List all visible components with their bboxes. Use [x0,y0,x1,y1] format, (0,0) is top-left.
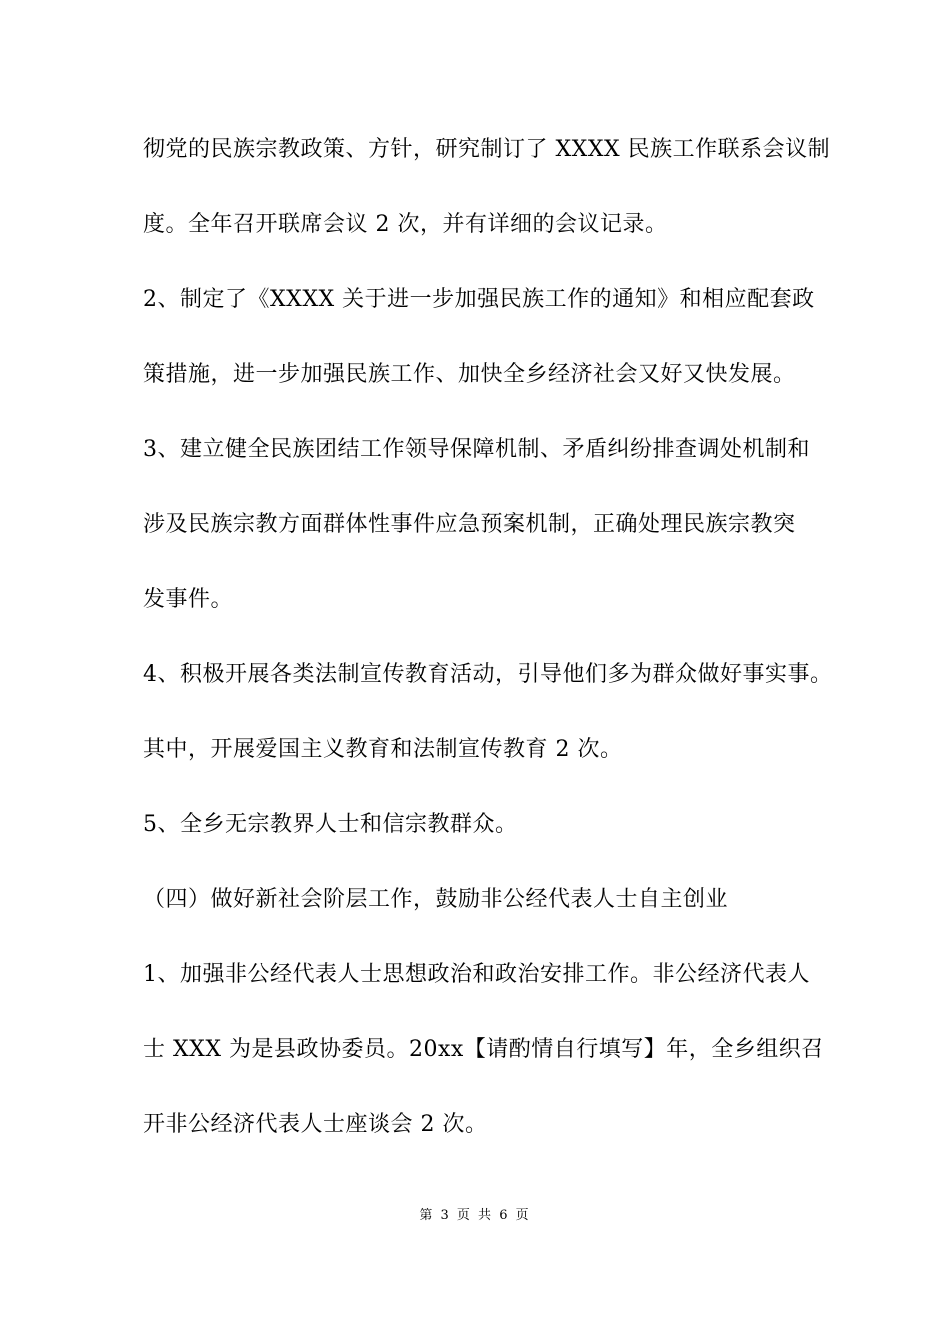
text-line: 2、制定了《XXXX 关于进一步加强民族工作的通知》和相应配套政 [143,287,815,312]
page-number-footer: 第 3 页 共 6 页 [419,1208,531,1223]
text-line: 1、加强非公经代表人士思想政治和政治安排工作。非公经济代表人 [143,962,810,987]
text-line: 彻党的民族宗教政策、方针，研究制订了 XXXX 民族工作联系会议制 [143,137,831,162]
text-line: 其中，开展爱国主义教育和法制宣传教育 2 次。 [143,737,623,762]
text-line: 度。全年召开联席会议 2 次，并有详细的会议记录。 [143,212,668,237]
text-line: 4、积极开展各类法制宣传教育活动，引导他们多为群众做好事实事。 [143,662,833,687]
text-line: 策措施，进一步加强民族工作、加快全乡经济社会又好又快发展。 [143,362,796,387]
text-line: 士 XXX 为是县政协委员。20xx【请酌情自行填写】年，全乡组织召 [143,1037,824,1062]
text-line: 发事件。 [143,587,234,612]
section-heading: （四）做好新社会阶层工作，鼓励非公经代表人士自主创业 [143,887,729,912]
text-line: 涉及民族宗教方面群体性事件应急预案机制，正确处理民族宗教突 [143,512,796,537]
text-line: 3、建立健全民族团结工作领导保障机制、矛盾纠纷排查调处机制和 [143,437,810,462]
document-body [143,128,833,1178]
text-line: 5、全乡无宗教界人士和信宗教群众。 [143,812,518,837]
text-line: 开非公经济代表人士座谈会 2 次。 [143,1112,488,1137]
